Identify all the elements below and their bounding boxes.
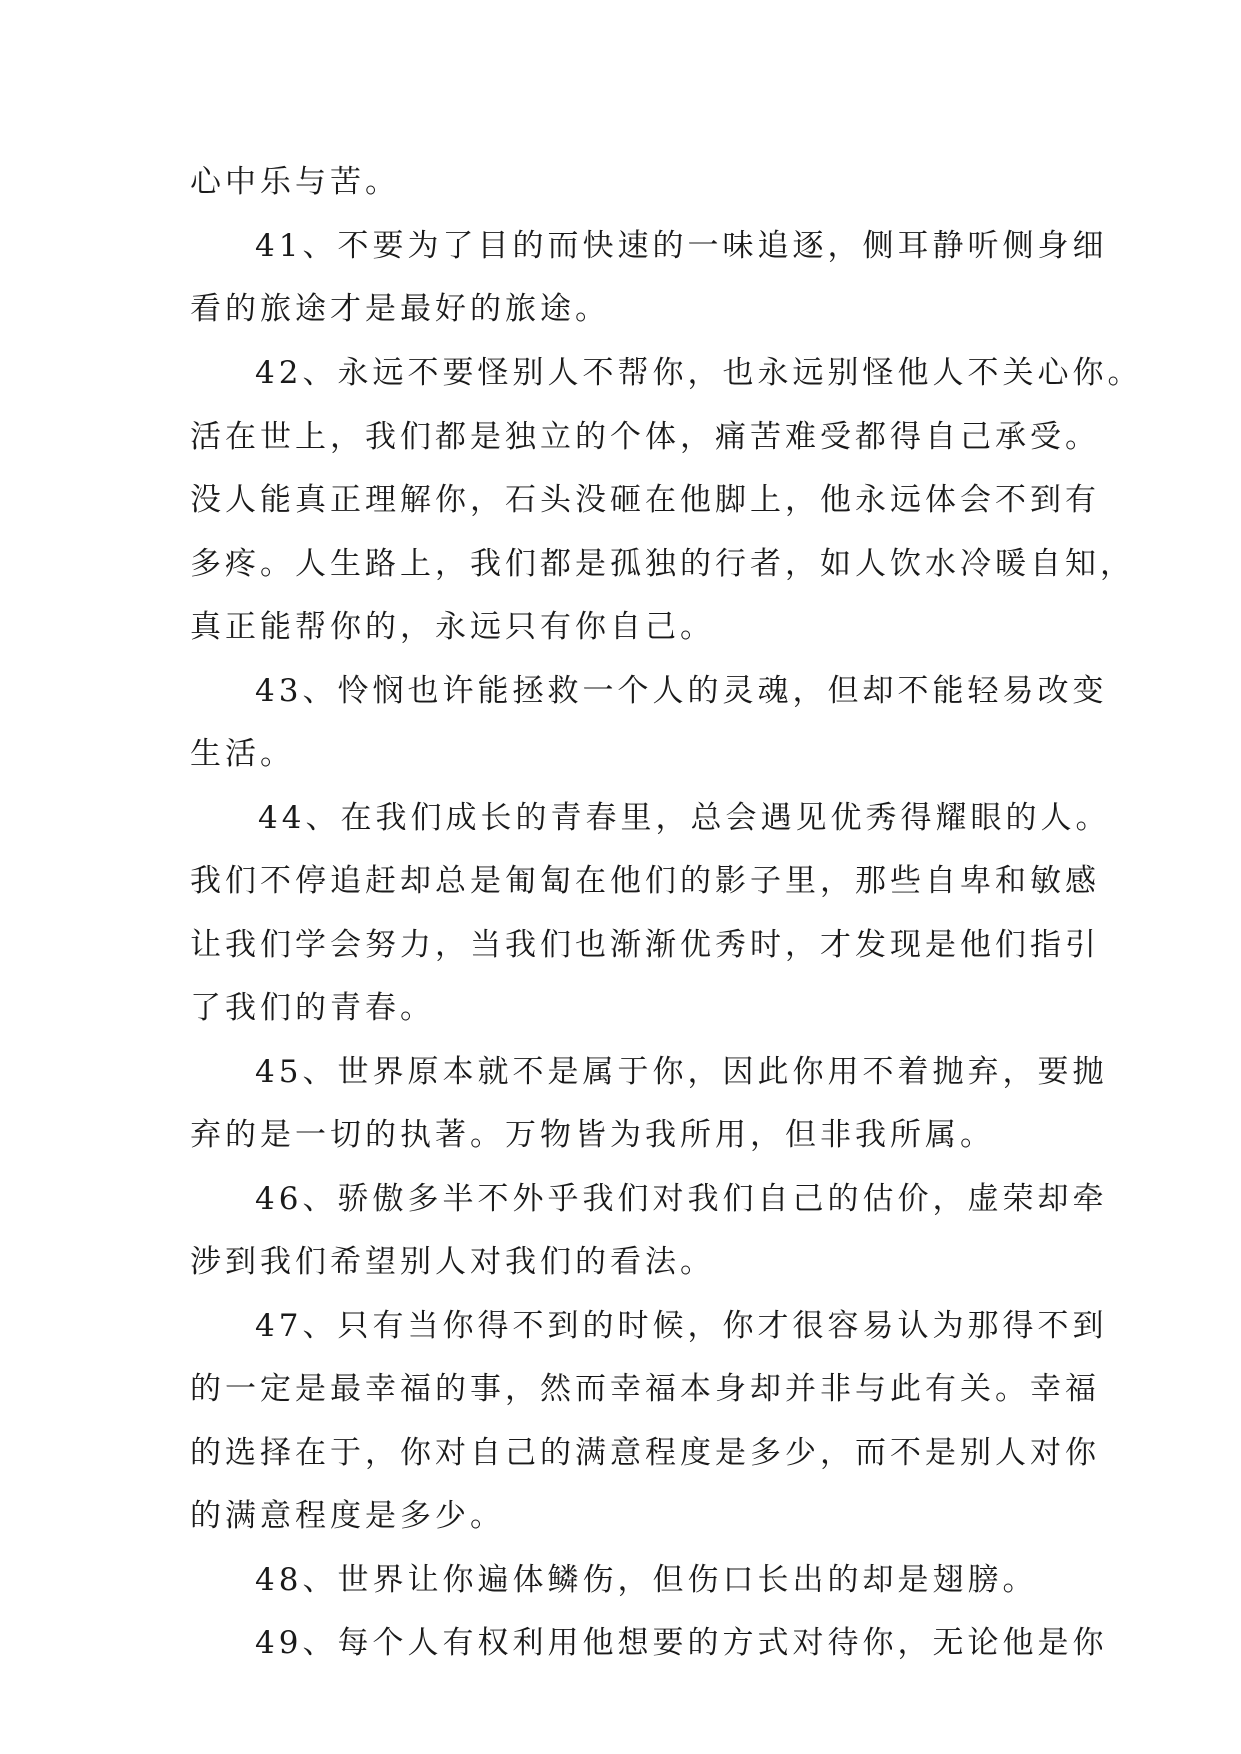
text-line: 多疼。人生路上，我们都是孤独的行者，如人饮水冷暖自知， (190, 546, 1135, 582)
text-line: 44、在我们成长的青春里，总会遇见优秀得耀眼的人。 (258, 800, 1111, 836)
text-line: 46、骄傲多半不外乎我们对我们自己的估价，虚荣却牵 (255, 1181, 1108, 1217)
text-line: 42、永远不要怪别人不帮你，也永远别怪他人不关心你。 (255, 355, 1143, 391)
text-line: 没人能真正理解你，石头没砸在他脚上，他永远体会不到有 (190, 482, 1100, 518)
text-line: 生活。 (190, 736, 295, 772)
text-line: 的选择在于，你对自己的满意程度是多少，而不是别人对你 (190, 1435, 1100, 1471)
text-line: 47、只有当你得不到的时候，你才很容易认为那得不到 (255, 1308, 1108, 1344)
text-line: 让我们学会努力，当我们也渐渐优秀时，才发现是他们指引 (190, 927, 1100, 963)
text-line: 涉到我们希望别人对我们的看法。 (190, 1244, 715, 1280)
text-line: 真正能帮你的，永远只有你自己。 (190, 609, 715, 645)
text-line: 48、世界让你遍体鳞伤，但伤口长出的却是翅膀。 (255, 1562, 1038, 1598)
text-line: 45、世界原本就不是属于你，因此你用不着抛弃，要抛 (255, 1054, 1108, 1090)
text-line: 心中乐与苦。 (190, 164, 400, 200)
text-line: 看的旅途才是最好的旅途。 (190, 291, 610, 327)
text-line: 的满意程度是多少。 (190, 1498, 505, 1534)
text-line: 了我们的青春。 (190, 990, 435, 1026)
text-line: 我们不停追赶却总是匍匐在他们的影子里，那些自卑和敏感 (190, 863, 1100, 899)
text-line: 41、不要为了目的而快速的一味追逐，侧耳静听侧身细 (255, 228, 1108, 264)
text-line: 的一定是最幸福的事，然而幸福本身却并非与此有关。幸福 (190, 1371, 1100, 1407)
text-line: 43、怜悯也许能拯救一个人的灵魂，但却不能轻易改变 (255, 673, 1108, 709)
text-line: 弃的是一切的执著。万物皆为我所用，但非我所属。 (190, 1117, 995, 1153)
text-line: 49、每个人有权利用他想要的方式对待你，无论他是你 (255, 1625, 1108, 1661)
text-line: 活在世上，我们都是独立的个体，痛苦难受都得自己承受。 (190, 419, 1100, 455)
